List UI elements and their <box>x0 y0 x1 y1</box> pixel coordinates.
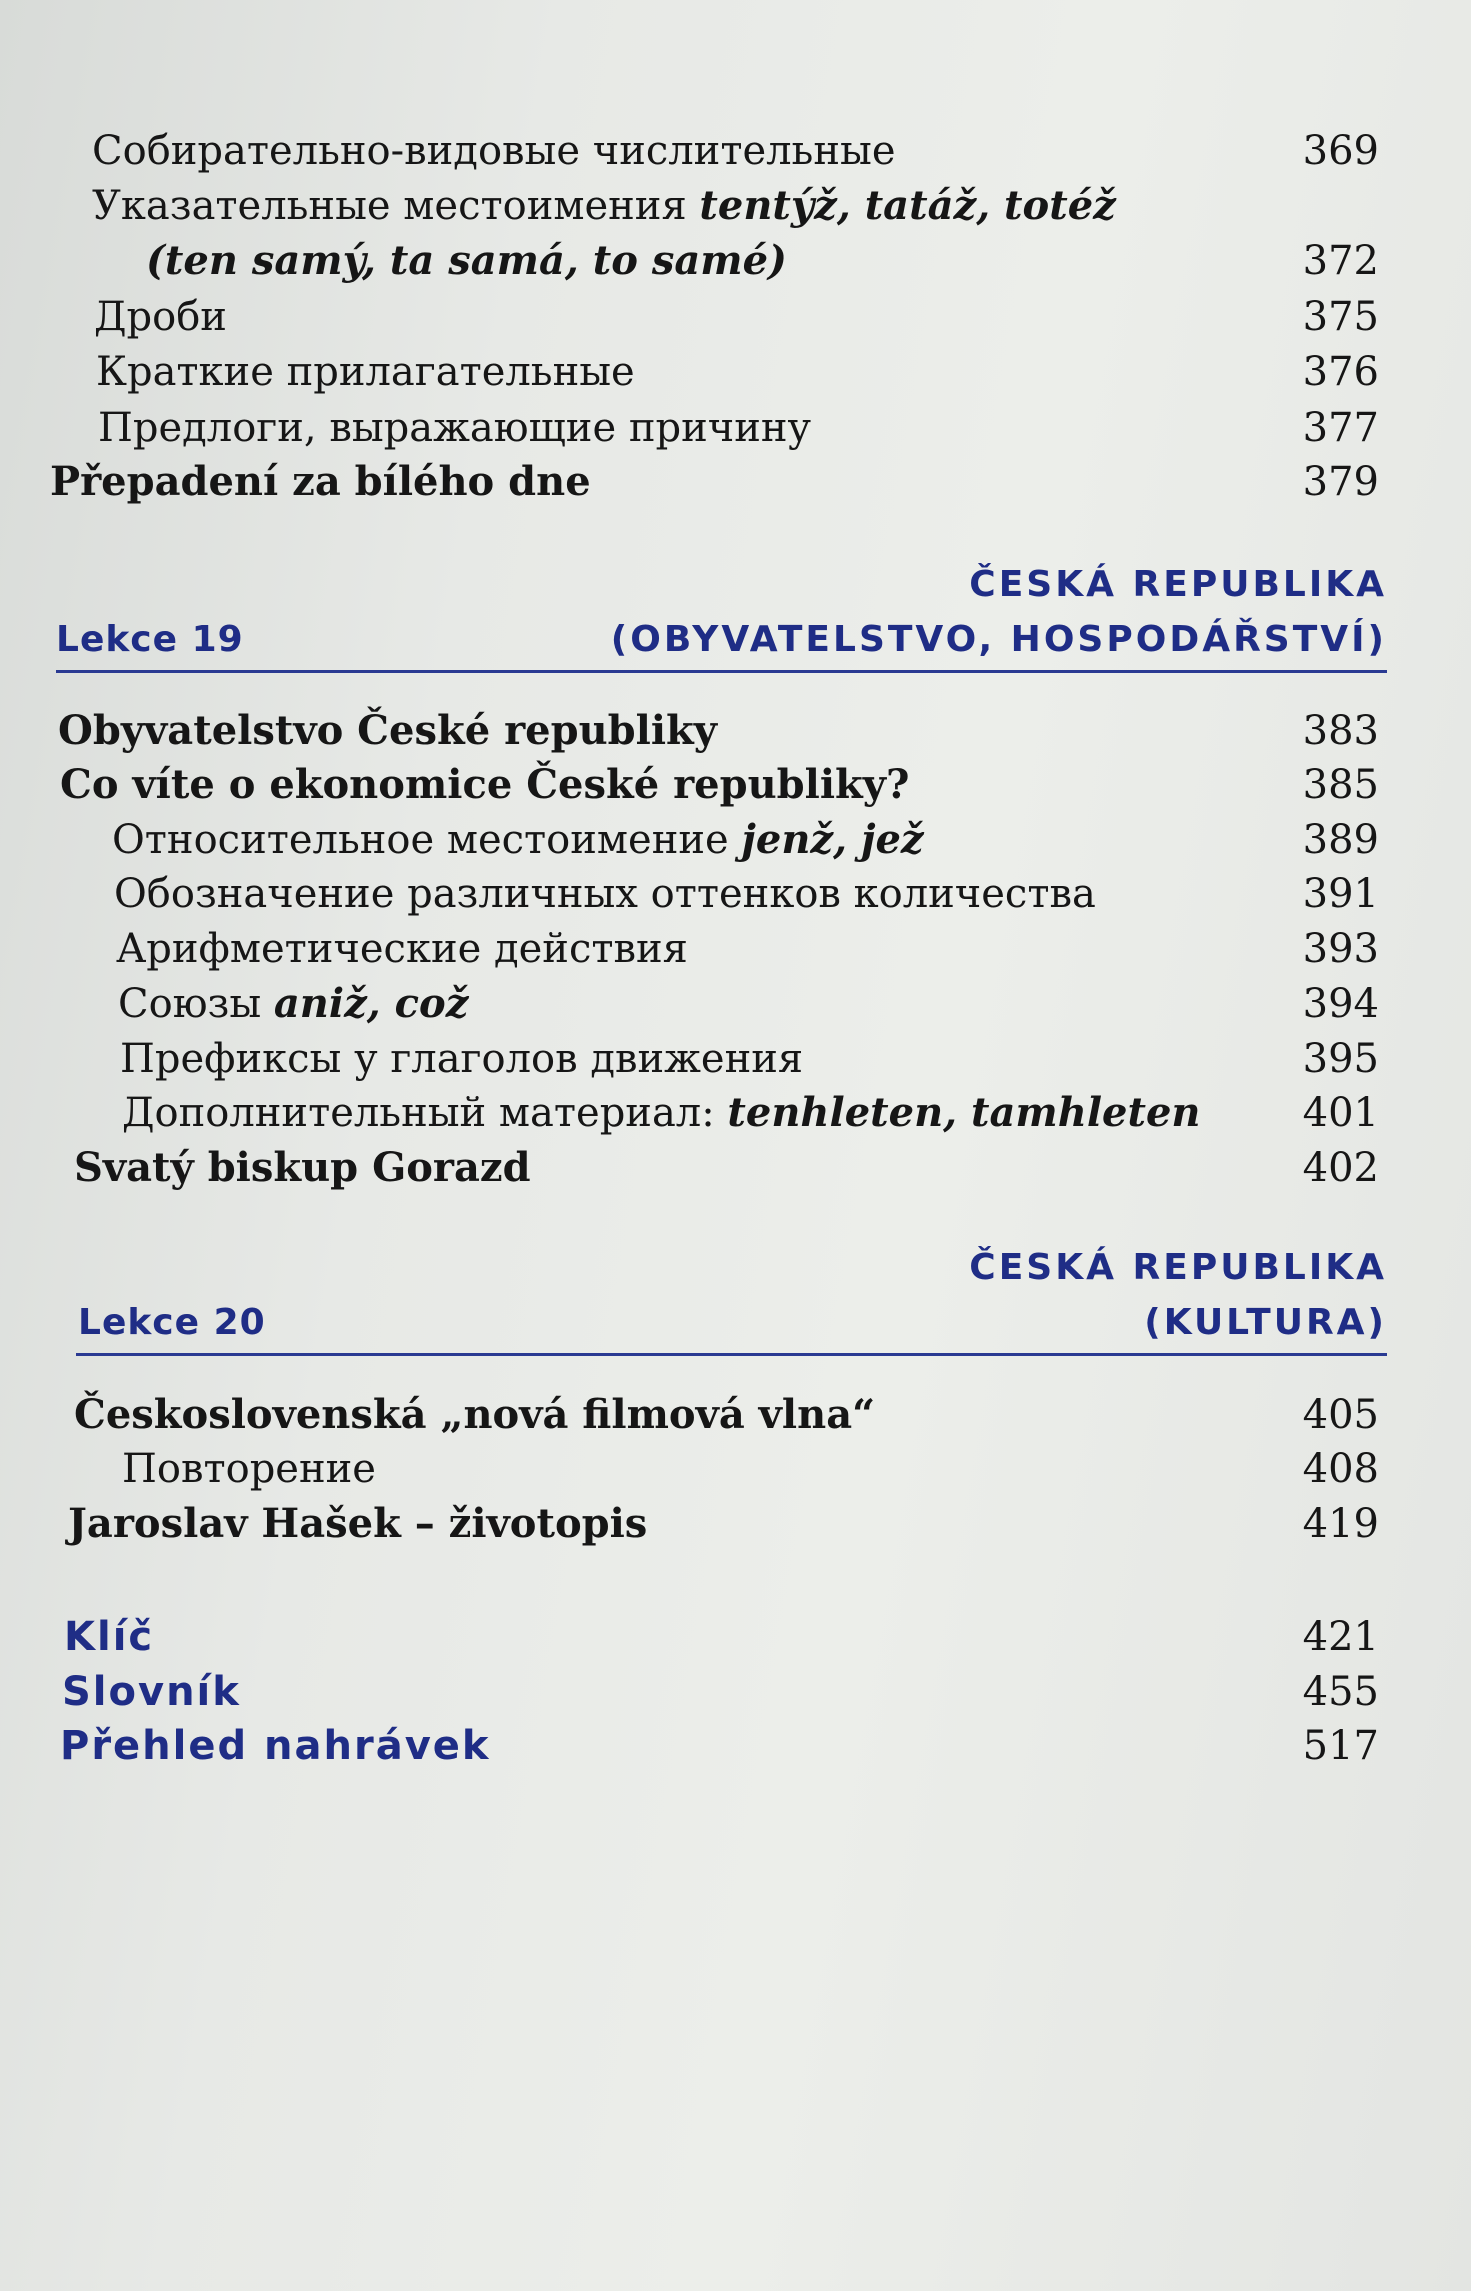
entry-page: 383 <box>1302 708 1379 754</box>
appendix-entry <box>0 1612 1471 1662</box>
entry-title: Дополнительный материал: <box>122 1090 728 1136</box>
entry-page: 455 <box>1302 1669 1379 1715</box>
entry-title: Svatý biskup Gorazd <box>74 1144 531 1191</box>
entry-title: Относительное местоимение <box>112 817 742 863</box>
entry-title-em: (ten samý, ta samá, to samé) <box>146 237 787 284</box>
toc-entry <box>0 1143 1471 1193</box>
lesson-19-heading <box>0 560 1471 670</box>
entry-page: 369 <box>1302 128 1379 174</box>
toc-entry <box>0 815 1471 865</box>
entry-title: Co víte o ekonomice České republiky? <box>60 761 910 808</box>
entry-title-em: jenž, jež <box>741 816 924 863</box>
entry-title: Klíč <box>64 1614 155 1660</box>
toc-entry <box>0 181 1471 231</box>
entry-page: 385 <box>1302 762 1379 808</box>
entry-title: Указательные местоимения <box>92 183 700 229</box>
entry-page: 393 <box>1302 926 1379 972</box>
lesson-theme: (KULTURA) <box>1144 1302 1387 1343</box>
toc-entry <box>0 292 1471 342</box>
toc-entry <box>0 457 1471 507</box>
entry-title: Собирательно-видовые числительные <box>92 128 896 174</box>
toc-entry <box>0 347 1471 397</box>
entry-page: 376 <box>1302 349 1379 395</box>
lesson-20-heading <box>0 1243 1471 1353</box>
toc-entry <box>0 869 1471 919</box>
entry-title-em: tentýž, tatáž, totéž <box>699 182 1116 229</box>
entry-title: Přehled nahrávek <box>60 1723 491 1769</box>
divider <box>76 1353 1387 1356</box>
lesson-theme: ČESKÁ REPUBLIKA <box>969 564 1387 605</box>
entry-page: 379 <box>1302 459 1379 505</box>
appendix-entry <box>0 1721 1471 1771</box>
toc-entry <box>0 1499 1471 1549</box>
entry-page: 391 <box>1302 871 1379 917</box>
toc-entry <box>0 126 1471 176</box>
entry-title: Slovník <box>62 1669 241 1715</box>
toc-entry <box>0 979 1471 1029</box>
entry-page: 395 <box>1302 1036 1379 1082</box>
entry-title-em: aniž, což <box>273 980 469 1027</box>
lesson-label: Lekce 19 <box>56 619 244 660</box>
entry-title: Повторение <box>122 1446 376 1492</box>
toc-entry <box>0 706 1471 756</box>
entry-title: Дроби <box>94 294 227 340</box>
entry-title: Союзы <box>118 981 274 1027</box>
entry-page: 405 <box>1302 1392 1379 1438</box>
entry-title: Краткие прилагательные <box>96 349 635 395</box>
entry-page: 394 <box>1302 981 1379 1027</box>
entry-page: 402 <box>1302 1145 1379 1191</box>
divider <box>56 670 1387 673</box>
entry-page: 375 <box>1302 294 1379 340</box>
toc-entry <box>0 1088 1471 1138</box>
entry-title-em: tenhleten, tamhleten <box>727 1089 1201 1136</box>
lesson-label: Lekce 20 <box>78 1302 266 1343</box>
lesson-theme: (OBYVATELSTVO, HOSPODÁŘSTVÍ) <box>610 619 1387 660</box>
toc-entry <box>0 924 1471 974</box>
entry-page: 517 <box>1302 1723 1379 1769</box>
entry-title: Предлоги, выражающие причину <box>98 405 812 451</box>
appendix-entry <box>0 1667 1471 1717</box>
entry-title: Арифметические действия <box>116 926 688 972</box>
entry-title: Československá „nová filmová vlna“ <box>74 1391 876 1438</box>
entry-page: 401 <box>1302 1090 1379 1136</box>
toc-entry <box>0 403 1471 453</box>
entry-page: 389 <box>1302 817 1379 863</box>
entry-title: Jaroslav Hašek – životopis <box>68 1500 648 1547</box>
toc-entry <box>0 760 1471 810</box>
entry-page: 372 <box>1302 238 1379 284</box>
toc-entry <box>0 1390 1471 1440</box>
entry-title: Префиксы у глаголов движения <box>120 1036 804 1082</box>
entry-title: Обозначение различных оттенков количества <box>114 871 1096 917</box>
toc-entry <box>0 236 1471 286</box>
entry-page: 419 <box>1302 1501 1379 1547</box>
entry-title: Obyvatelstvo České republiky <box>58 707 717 754</box>
toc-entry <box>0 1444 1471 1494</box>
toc-entry <box>0 1034 1471 1084</box>
entry-page: 377 <box>1302 405 1379 451</box>
entry-title: Přepadení za bílého dne <box>50 458 591 505</box>
entry-page: 421 <box>1302 1614 1379 1660</box>
entry-page: 408 <box>1302 1446 1379 1492</box>
lesson-theme: ČESKÁ REPUBLIKA <box>969 1247 1387 1288</box>
